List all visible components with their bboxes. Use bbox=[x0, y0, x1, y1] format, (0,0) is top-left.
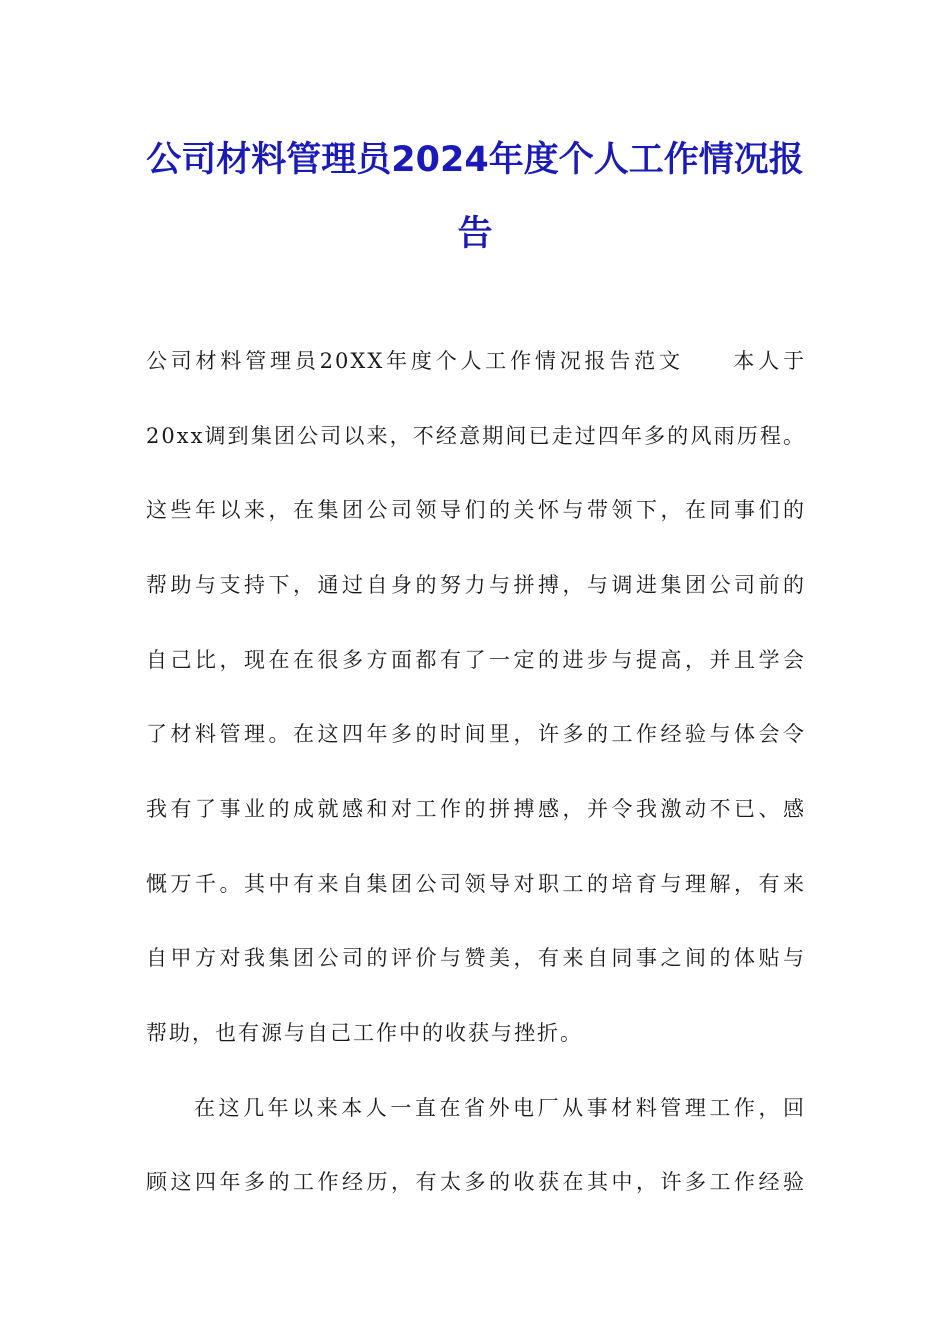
body-line-3: 这些年以来，在集团公司领导们的关怀与带领下，在同事们的 bbox=[146, 498, 806, 522]
body-line-6: 了材料管理。在这四年多的时间里，许多的工作经验与体会令 bbox=[146, 722, 806, 746]
body-line-2: 20xx调到集团公司以来，不经意期间已走过四年多的风雨历程。 bbox=[146, 424, 806, 448]
body-line-7: 我有了事业的成就感和对工作的拼搏感，并令我激动不已、感 bbox=[146, 797, 806, 821]
body-line-5: 自己比，现在在很多方面都有了一定的进步与提高，并且学会 bbox=[146, 648, 806, 672]
body-line-1: 公司材料管理员20XX年度个人工作情况报告范文 本人于 bbox=[146, 349, 806, 373]
body-line-8: 慨万千。其中有来自集团公司领导对职工的培育与理解，有来 bbox=[146, 872, 806, 896]
document-title-line-2: 告 bbox=[457, 214, 493, 254]
body-line-12: 顾这四年多的工作经历，有太多的收获在其中，许多工作经验 bbox=[146, 1170, 806, 1194]
body-line-9: 自甲方对我集团公司的评价与赞美，有来自同事之间的体贴与 bbox=[146, 946, 806, 970]
body-line-10: 帮助，也有源与自己工作中的收获与挫折。 bbox=[146, 1021, 583, 1045]
body-line-11: 在这几年以来本人一直在省外电厂从事材料管理工作，回 bbox=[194, 1096, 806, 1120]
body-line-4: 帮助与支持下，通过自身的努力与拼搏，与调进集团公司前的 bbox=[146, 573, 806, 597]
document-title-line-1: 公司材料管理员2024年度个人工作情况报 bbox=[146, 140, 804, 180]
